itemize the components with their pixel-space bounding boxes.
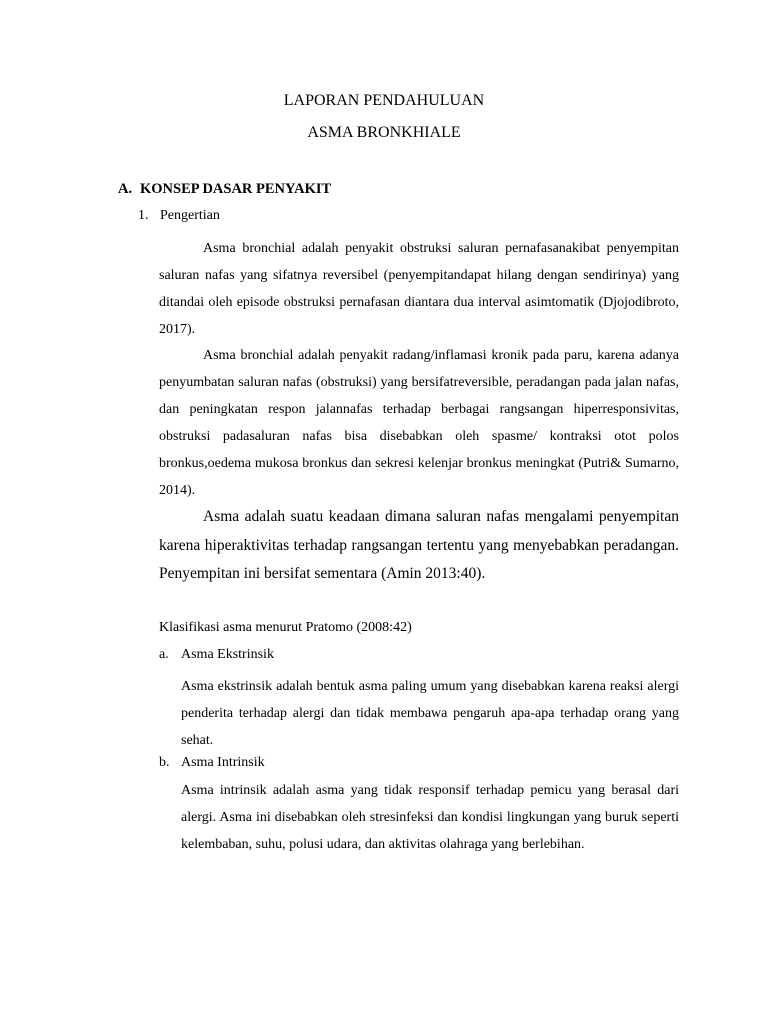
section-label: A. (118, 181, 133, 197)
document-title-line1: LAPORAN PENDAHULUAN (283, 92, 485, 109)
list-item-a-label: a. (159, 647, 169, 662)
list-item-a-title: Asma Ekstrinsik (181, 647, 274, 662)
document-title-line2: ASMA BRONKHIALE (307, 124, 461, 141)
subsection-heading (138, 208, 220, 224)
list-item-b-description: Asma intrinsik adalah asma yang tidak responsif terhadap pemicu yang berasal dari alergi. Asma ini disebabkan oleh stresinfeksi dan kondisi lingkungan yang buruk seperti kelembaban, suhu, polusi udara, dan aktivitas olahraga yang berlebihan. (181, 783, 679, 852)
subsection-text: Pengertian (160, 208, 220, 223)
list-item-a (159, 647, 274, 663)
section-heading (118, 181, 331, 198)
section-text: KONSEP DASAR PENYAKIT (140, 181, 332, 197)
paragraph-3: Asma adalah suatu keadaan dimana saluran nafas mengalami penyempitan karena hiperaktivitas terhadap rangsangan tertentu yang menyebabkan peradangan. Penyempitan ini bersifat sementara (Amin 2013:40). (159, 508, 679, 582)
subsection-label: 1. (138, 208, 149, 223)
list-item-a-description: Asma ekstrinsik adalah bentuk asma paling umum yang disebabkan karena reaksi alergi penderita terhadap alergi dan tidak membawa pengaruh apa-apa terhadap orang yang sehat. (181, 679, 679, 748)
list-item-b-title: Asma Intrinsik (181, 755, 265, 770)
list-item-b (159, 755, 265, 771)
list-item-b-label: b. (159, 755, 170, 770)
paragraph-2: Asma bronchial adalah penyakit radang/inflamasi kronik pada paru, karena adanya penyumbatan saluran nafas (obstruksi) yang bersifatreversible, peradangan pada jalan nafas, dan peningkatan respon jalannafas terhadap berbagai rangsangan hiperresponsivitas, obstruksi padasaluran nafas bisa disebabkan oleh spasme/ kontraksi otot polos bronkus,oedema mukosa bronkus dan sekresi kelenjar bronkus meningkat (Putri& Sumarno, 2014). (159, 348, 679, 498)
klasifikasi-heading: Klasifikasi asma menurut Pratomo (2008:42) (159, 620, 412, 635)
paragraph-1: Asma bronchial adalah penyakit obstruksi saluran pernafasanakibat penyempitan saluran nafas yang sifatnya reversibel (penyempitandapat hilang dengan sendirinya) yang ditandai oleh episode obstruksi pernafasan diantara dua interval asimtomatik (Djojodibroto, 2017). (159, 241, 679, 337)
